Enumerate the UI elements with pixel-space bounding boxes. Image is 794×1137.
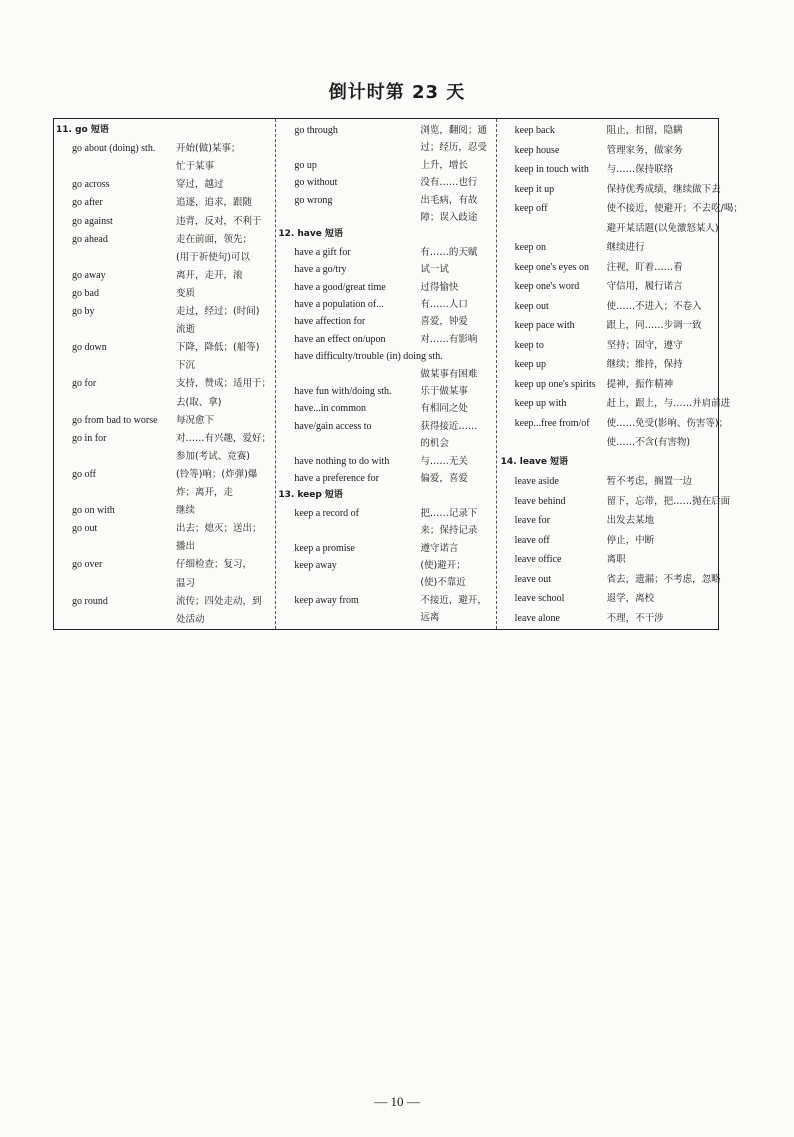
phrase-chinese: 使……不含(有害物) [606, 437, 691, 448]
phrase-chinese: 变质 [176, 287, 196, 299]
phrase-chinese: 开始(做)某事； [176, 143, 241, 155]
phrase-english: go against [72, 215, 113, 227]
phrase-chinese: 每况愈下 [176, 414, 215, 426]
phrase-english: go about (doing) sth. [72, 143, 156, 155]
phrase-english: leave alone [514, 612, 560, 624]
phrase-english: leave school [514, 593, 565, 604]
phrase-english: leave out [514, 573, 552, 585]
section-heading: 11. go 短语 [56, 125, 109, 135]
phrase-chinese: 避开某话题(以免激怒某人) [606, 222, 719, 234]
phrase-english: have a good/great time [294, 281, 386, 293]
phrase-chinese: 没有……也行 [420, 177, 478, 189]
phrase-table [53, 118, 743, 630]
phrase-chinese: 的机会 [420, 438, 449, 450]
phrase-english: keep up [514, 359, 547, 370]
phrase-english: leave behind [514, 495, 566, 507]
phrase-chinese: 仔细检查；复习， [176, 559, 253, 571]
phrase-chinese: 停止，中断 [606, 534, 655, 546]
phrase-chinese: 对……有影响 [420, 333, 478, 345]
phrase-chinese: 有相同之处 [420, 403, 468, 415]
phrase-chinese: 偏爱，喜爱 [420, 473, 468, 484]
phrase-chinese: 赶上，跟上，与……并肩前进 [606, 398, 731, 409]
column-go-phrases [54, 119, 276, 629]
phrase-english: go ahead [72, 233, 108, 245]
phrase-english: go by [72, 306, 95, 317]
column-keep-leave-phrases [497, 119, 743, 629]
phrase-english: leave office [514, 554, 562, 565]
phrase-chinese: 使不接近，使避开；不去吃/喝； [606, 203, 743, 214]
phrase-chinese: (使)不靠近 [420, 577, 466, 589]
phrase-chinese: 把……记录下 [420, 507, 478, 519]
phrase-chinese: 试一试 [420, 264, 449, 276]
phrase-english: keep away [294, 560, 337, 571]
phrase-english: go on with [72, 505, 115, 517]
phrase-chinese: 管理家务，做家务 [606, 144, 683, 156]
phrase-chinese: 乐于做某事 [420, 386, 468, 397]
phrase-english: go without [294, 177, 338, 189]
phrase-chinese: 对……有兴趣，爱好； [176, 432, 272, 444]
section-heading: 13. keep 短语 [278, 490, 343, 501]
phrase-chinese: 不接近，避开， [420, 594, 487, 606]
phrase-chinese: 保持优秀成绩，继续做下去 [606, 183, 721, 195]
phrase-chinese: 出发去某地 [606, 515, 655, 526]
phrase-english: keep it up [514, 183, 555, 195]
phrase-chinese: 穿过，越过 [176, 179, 224, 191]
phrase-chinese: 去(取、拿) [176, 396, 222, 408]
phrase-chinese: (铃等)响；(炸弹)爆 [176, 468, 258, 480]
phrase-chinese: 与……无关 [420, 455, 468, 467]
phrase-english: go wrong [294, 194, 333, 206]
phrase-english: have...in common [294, 403, 366, 415]
phrase-english: keep a record of [294, 507, 360, 519]
phrase-chinese: 忙于某事 [176, 161, 215, 173]
phrase-chinese: 不理，不干涉 [606, 612, 664, 624]
phrase-english: go out [72, 523, 98, 535]
phrase-chinese: 继续 [176, 505, 196, 517]
phrase-chinese: 离开，走开，滚 [176, 269, 243, 281]
phrase-english: keep one's word [514, 281, 580, 292]
phrase-chinese: 障；误入歧途 [420, 212, 478, 223]
phrase-english: go across [72, 179, 110, 191]
phrase-english: keep away from [294, 594, 359, 606]
phrase-chinese: 继续进行 [606, 242, 645, 253]
phrase-english: keep on [514, 242, 547, 253]
phrase-english: have a gift for [294, 246, 351, 258]
phrase-english: keep out [514, 300, 549, 312]
phrase-english: keep in touch with [514, 164, 589, 175]
phrase-english: go bad [72, 287, 99, 299]
column-have-keep-phrases [276, 119, 496, 629]
phrase-chinese: 远离 [420, 612, 440, 624]
phrase-chinese: 炸；离开，走 [176, 487, 234, 498]
phrase-chinese: 温习 [176, 577, 196, 589]
phrase-chinese: 有……的天赋 [420, 246, 478, 258]
phrase-english: have nothing to do with [294, 455, 390, 467]
phrase-chinese: 追逐，追求，跟随 [176, 197, 253, 209]
phrase-chinese: 使……免受(影响、伤害等)； [606, 417, 729, 429]
phrase-chinese: 过；经历，忍受 [420, 142, 487, 154]
phrase-english: have a preference for [294, 473, 379, 484]
phrase-chinese: 浏览，翻阅；通 [420, 125, 487, 136]
phrase-english: go from bad to worse [72, 414, 158, 426]
phrase-english: leave aside [514, 476, 559, 487]
phrase-english: keep back [514, 125, 555, 136]
phrase-chinese: 注视，盯着……看 [606, 261, 683, 273]
phrase-english: go round [72, 595, 108, 607]
phrase-chinese: 遵守诺言 [420, 542, 459, 554]
phrase-english: go up [294, 159, 317, 171]
phrase-english: go for [72, 378, 97, 390]
phrase-chinese: 离职 [606, 554, 626, 565]
phrase-chinese: 守信用，履行诺言 [606, 281, 683, 292]
phrase-chinese: 参加(考试、竞赛) [176, 450, 250, 462]
phrase-chinese: (使)避开； [420, 560, 466, 571]
phrase-chinese: 有……人口 [420, 299, 468, 310]
phrase-chinese: 流逝 [176, 324, 196, 336]
phrase-chinese: 流传；四处走动，到 [176, 595, 262, 607]
phrase-english: keep to [514, 339, 544, 351]
phrase-chinese: 提神，振作精神 [606, 378, 674, 390]
phrase-english: leave for [514, 515, 550, 526]
phrase-english: keep house [514, 144, 560, 156]
phrase-chinese: 与……保持联络 [606, 164, 674, 175]
phrase-chinese: 支持，赞成；适用于； [176, 378, 272, 390]
phrase-english: keep up one's spirits [514, 378, 596, 390]
page-title: 倒计时第 23 天 [328, 82, 466, 103]
phrase-chinese: 使……不进入；不卷入 [606, 300, 702, 312]
section-heading: 14. leave 短语 [500, 456, 569, 467]
phrase-english: have difficulty/trouble (in) doing sth. [294, 351, 443, 363]
phrase-english: have a go/try [294, 264, 347, 276]
phrase-chinese: 喜爱，钟爱 [420, 316, 468, 328]
phrase-english: keep a promise [294, 542, 355, 554]
phrase-english: leave off [514, 534, 550, 546]
phrase-english: have/gain access to [294, 420, 372, 432]
phrase-chinese: 走在前面，领先； [176, 233, 253, 245]
phrase-english: go after [72, 197, 103, 209]
phrase-english: have a population of... [294, 299, 384, 310]
phrase-english: go over [72, 559, 103, 571]
phrase-english: go off [72, 468, 96, 480]
phrase-chinese: 退学，离校 [606, 593, 655, 604]
phrase-chinese: 获得接近…… [420, 420, 478, 432]
phrase-chinese: 违背，反对，不利于 [176, 215, 262, 227]
phrase-chinese: 下降，降低；(船等) [176, 342, 260, 354]
phrase-english: go through [294, 125, 338, 136]
phrase-chinese: 出毛病，有故 [420, 194, 478, 206]
phrase-english: have an effect on/upon [294, 333, 386, 345]
phrase-chinese: 留下，忘带，把……抛在后面 [606, 495, 731, 507]
phrase-chinese: 上升，增长 [420, 159, 468, 171]
phrase-english: keep...free from/of [514, 417, 590, 429]
phrase-chinese: 走过，经过；(时间) [176, 306, 260, 317]
phrase-english: go away [72, 269, 106, 281]
phrase-chinese: 做某事有困难 [420, 368, 478, 380]
phrase-chinese: 出去；熄灭；送出； [176, 523, 262, 535]
phrase-chinese: (用于祈使句)可以 [176, 251, 250, 263]
page-number: — 10 — [374, 1094, 420, 1109]
phrase-chinese: 坚持；固守，遵守 [606, 339, 683, 351]
phrase-chinese: 阻止，扣留，隐瞒 [606, 125, 683, 136]
phrase-chinese: 处活动 [176, 613, 205, 625]
phrase-chinese: 跟上，同……步调一致 [606, 320, 702, 331]
phrase-chinese: 来；保持记录 [420, 525, 478, 537]
phrase-english: go in for [72, 432, 107, 444]
section-heading: 12. have 短语 [278, 229, 343, 240]
phrase-chinese: 下沉 [176, 360, 196, 372]
phrase-english: have affection for [294, 316, 366, 328]
phrase-chinese: 过得愉快 [420, 281, 459, 293]
phrase-chinese: 暂不考虑，搁置一边 [606, 476, 693, 487]
phrase-english: keep off [514, 203, 548, 214]
phrase-english: keep up with [514, 398, 567, 409]
phrase-english: have fun with/doing sth. [294, 386, 392, 397]
phrase-chinese: 继续；维持，保持 [606, 359, 683, 370]
phrase-english: keep pace with [514, 320, 575, 331]
phrase-english: go down [72, 342, 107, 354]
phrase-chinese: 省去，遗漏；不考虑，忽略 [606, 573, 721, 585]
phrase-english: keep one's eyes on [514, 261, 589, 273]
phrase-chinese: 播出 [176, 541, 196, 553]
